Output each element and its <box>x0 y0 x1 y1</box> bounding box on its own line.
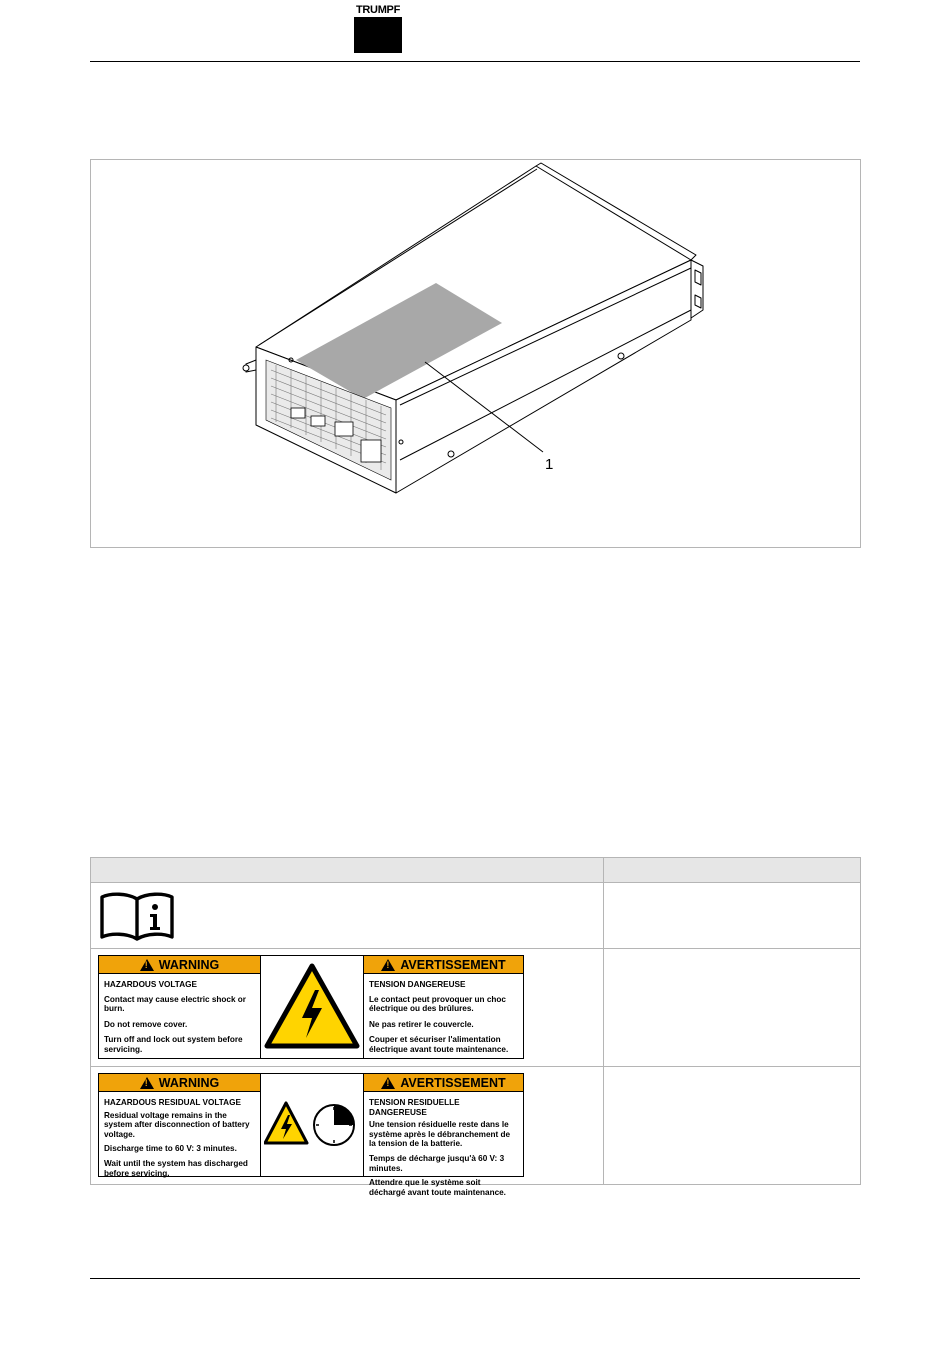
logo-block <box>354 17 402 53</box>
sign-header-text: AVERTISSEMENT <box>400 1075 506 1090</box>
clock-discharge-icon <box>314 1105 354 1145</box>
sign-title: TENSION RESIDUELLE DANGEREUSE <box>369 1098 460 1117</box>
meaning-cell <box>603 1067 860 1185</box>
sign-line: Temps de décharge jusqu'à 60 V: 3 minutes. <box>369 1153 505 1173</box>
sign-line: Une tension résiduelle reste dans le système après le débranchement de la tension de la batterie. <box>369 1120 511 1149</box>
sign-title: HAZARDOUS VOLTAGE <box>104 980 197 989</box>
sign-header-text: WARNING <box>158 957 220 972</box>
footer-rule <box>90 1278 860 1279</box>
high-voltage-warning-icon <box>265 1103 307 1143</box>
sign-line: Turn off and lock out system before servicing. <box>104 1035 243 1054</box>
sign-text <box>99 974 260 1055</box>
sign-header-text: AVERTISSEMENT <box>400 957 506 972</box>
warning-triangle-icon <box>381 959 395 971</box>
sign-line: Ne pas retirer le couvercle. <box>369 1019 474 1029</box>
warning-triangle-icon <box>140 1077 154 1089</box>
sign-french-panel <box>364 1074 523 1197</box>
sign-line: Do not remove cover. <box>104 1019 188 1029</box>
trumpf-logo <box>354 4 402 53</box>
sign-header <box>364 1074 523 1092</box>
label-cell <box>91 1067 604 1197</box>
table-header-label <box>91 858 604 883</box>
warning-triangle-icon <box>381 1077 395 1089</box>
sign-symbol-panel <box>260 1074 364 1176</box>
sign-text <box>99 1092 260 1178</box>
sign-title: HAZARDOUS RESIDUAL VOLTAGE <box>104 1098 241 1107</box>
brand-name: TRUMPF <box>355 4 401 16</box>
sign-text <box>364 974 523 1055</box>
sign-header <box>99 1074 260 1092</box>
sign-header-text: WARNING <box>158 1075 220 1090</box>
residual-voltage-symbols <box>264 1095 360 1155</box>
sign-title: TENSION DANGEREUSE <box>369 980 466 989</box>
sign-line: Wait until the system has discharged before servicing. <box>104 1158 248 1178</box>
sign-line: Couper et sécuriser l'alimentation électrique avant toute maintenance. <box>369 1035 509 1054</box>
label-table <box>90 857 861 1197</box>
high-voltage-warning-icon <box>264 962 360 1052</box>
table-row <box>91 1067 861 1185</box>
sign-english-panel <box>99 956 260 1058</box>
callout-number: 1 <box>545 456 554 473</box>
manual-info-icon <box>99 891 175 943</box>
label-cell <box>91 883 604 949</box>
sign-line: Residual voltage remains in the system after disconnection of battery voltage. <box>104 1110 250 1139</box>
meaning-cell <box>603 883 860 949</box>
sign-line: Contact may cause electric shock or burn. <box>104 994 246 1014</box>
hazardous-voltage-sign <box>98 955 524 1059</box>
warning-triangle-icon <box>140 959 154 971</box>
sign-header <box>99 956 260 974</box>
meaning-cell <box>603 949 860 1067</box>
sign-english-panel <box>99 1074 260 1176</box>
hazardous-residual-voltage-sign <box>98 1073 524 1197</box>
sign-header <box>364 956 523 974</box>
sign-symbol-panel <box>260 956 364 1058</box>
header-rule <box>90 61 860 62</box>
sign-text <box>364 1092 523 1197</box>
device-illustration <box>91 160 860 547</box>
label-cell <box>91 949 604 1067</box>
sign-line: Attendre que le système soit déchargé avant toute maintenance. <box>369 1178 506 1197</box>
table-row <box>91 949 861 1067</box>
sign-line: Le contact peut provoquer un choc électrique ou des brûlures. <box>369 994 506 1014</box>
device-figure <box>90 159 861 548</box>
table-row <box>91 883 861 949</box>
sign-line: Discharge time to 60 V: 3 minutes. <box>104 1144 237 1154</box>
sign-french-panel <box>364 956 523 1058</box>
table-header-meaning <box>603 858 860 883</box>
